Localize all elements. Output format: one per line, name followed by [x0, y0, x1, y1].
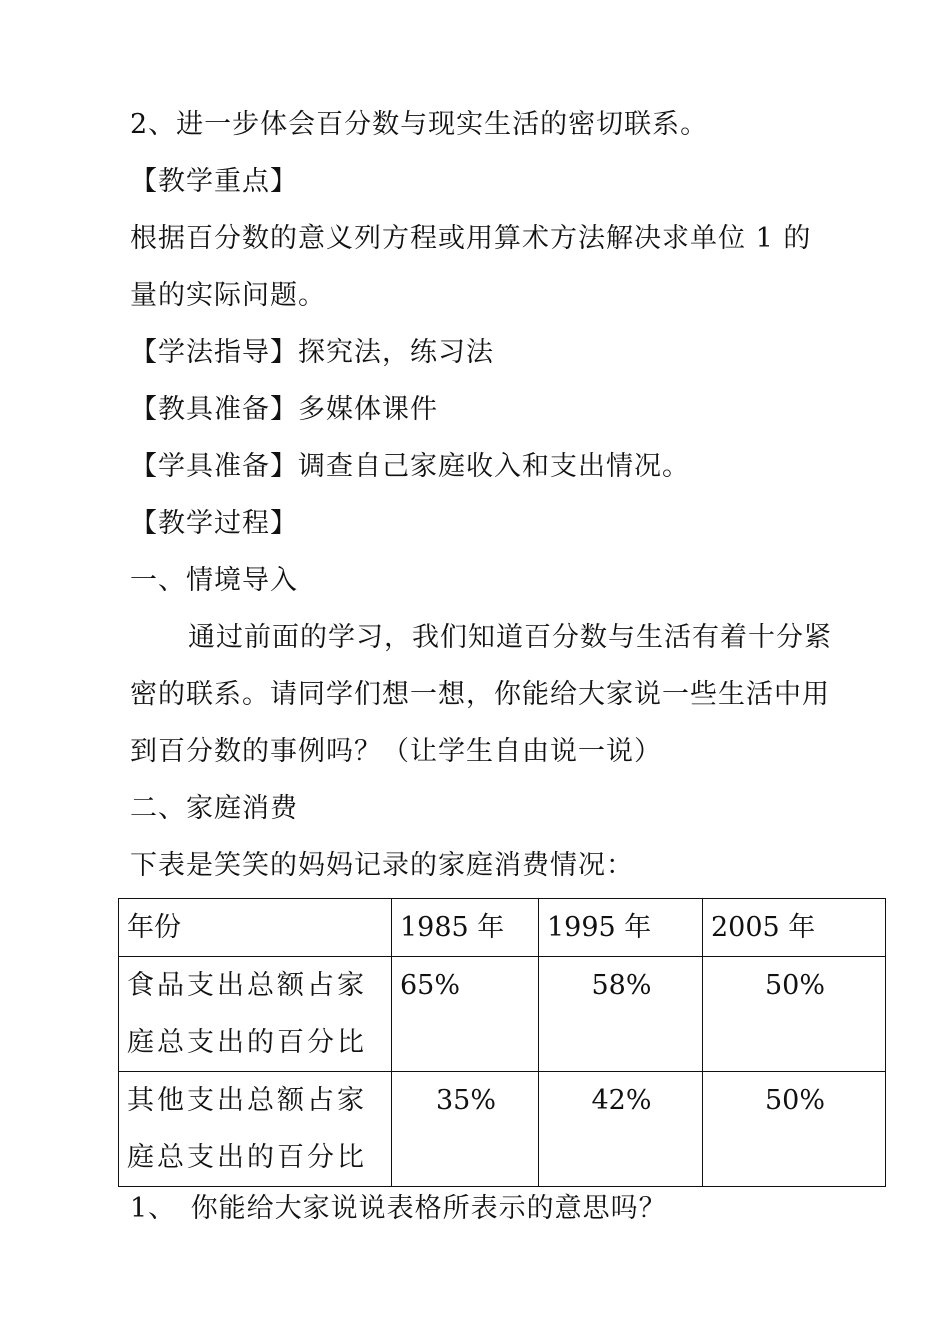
header-2005: 2005 年: [703, 899, 886, 957]
header-1995: 1995 年: [539, 899, 703, 957]
question-1: 1、 你能给大家说说表格所表示的意思吗？: [130, 1193, 667, 1224]
paragraph-line-1: 通过前面的学习，我们知道百分数与生活有着十分紧: [188, 622, 832, 653]
key-points-text-2: 量的实际问题。: [130, 280, 326, 311]
row-label-food: [119, 957, 392, 1072]
table-row: [119, 957, 886, 1072]
table-cell: 58%: [539, 957, 703, 1072]
row-label-line: 庭总支出的百分比: [127, 1142, 367, 1173]
row-label-line: 食品支出总额占家: [127, 970, 367, 1001]
paragraph-line-2: 密的联系。请同学们想一想，你能给大家说一些生活中用: [130, 679, 830, 710]
row-label-line: 其他支出总额占家: [127, 1085, 367, 1116]
table-cell: 50%: [703, 1072, 886, 1187]
consumption-table: [118, 898, 886, 1187]
table-cell: 65%: [392, 957, 539, 1072]
header-year: 年份: [119, 899, 392, 957]
header-1985: 1985 年: [392, 899, 539, 957]
row-label-other: [119, 1072, 392, 1187]
heading-teaching-process: 【教学过程】: [130, 508, 298, 539]
section-1-title: 一、情境导入: [130, 565, 298, 596]
table-cell: 35%: [392, 1072, 539, 1187]
heading-key-points: 【教学重点】: [130, 166, 298, 197]
objective-2: 2、进一步体会百分数与现实生活的密切联系。: [130, 109, 709, 140]
table-caption: 下表是笑笑的妈妈记录的家庭消费情况：: [130, 850, 634, 881]
section-2-title: 二、家庭消费: [130, 793, 298, 824]
teaching-aids: 【教具准备】多媒体课件: [130, 394, 438, 425]
row-label-line: 庭总支出的百分比: [127, 1027, 367, 1058]
table-cell: 50%: [703, 957, 886, 1072]
key-points-text-1: 根据百分数的意义列方程或用算术方法解决求单位 1 的: [130, 223, 812, 254]
table-cell: 42%: [539, 1072, 703, 1187]
learning-method: 【学法指导】探究法，练习法: [130, 337, 494, 368]
table-row: [119, 1072, 886, 1187]
table-header-row: [119, 899, 886, 957]
student-aids: 【学具准备】调查自己家庭收入和支出情况。: [130, 451, 690, 482]
paragraph-line-3: 到百分数的事例吗？（让学生自由说一说）: [130, 736, 662, 767]
